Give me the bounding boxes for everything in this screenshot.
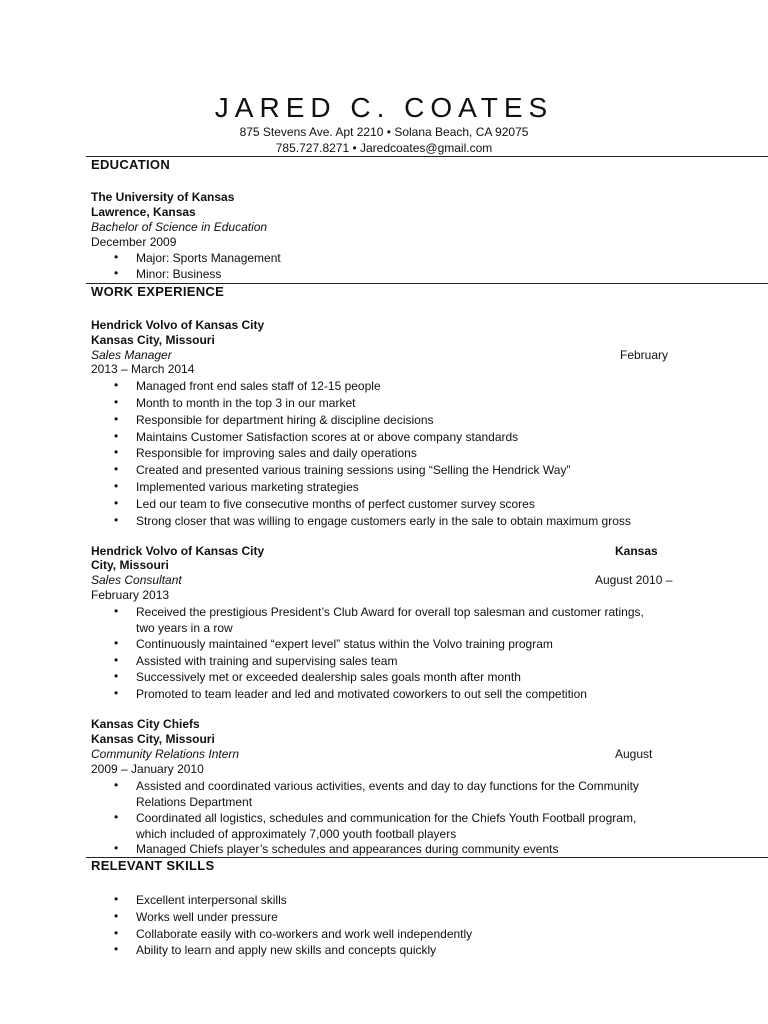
bullet-marker: • — [114, 686, 119, 700]
skill-bullet: Ability to learn and apply new skills and concepts quickly — [136, 943, 437, 957]
job-date-rest: February 2013 — [91, 588, 170, 602]
job-date-rest: 2013 – March 2014 — [91, 362, 195, 376]
job-bullet: Led our team to five consecutive months of perfect customer survey scores — [136, 497, 535, 511]
job-title: Community Relations Intern — [91, 747, 240, 761]
job-bullet: Assisted and coordinated various activities, events and day to day functions for the Community — [136, 779, 639, 793]
job-bullet: Managed front end sales staff of 12-15 people — [136, 379, 381, 393]
job-bullet: Successively met or exceeded dealership sales goals month after month — [136, 670, 521, 684]
skill-bullet: Collaborate easily with co-workers and work well independently — [136, 927, 473, 941]
bullet-marker: • — [114, 250, 119, 264]
job-company: Hendrick Volvo of Kansas City — [91, 318, 265, 332]
job-company: Hendrick Volvo of Kansas City — [91, 544, 265, 558]
job-date-start: August — [615, 747, 653, 761]
job-date-start: February — [620, 348, 669, 362]
education-heading: EDUCATION — [91, 157, 171, 172]
bullet-marker: • — [114, 778, 119, 792]
job-bullet: Responsible for improving sales and daily operations — [136, 446, 417, 460]
education-bullet: Minor: Business — [136, 267, 222, 281]
job-location-rest: City, Missouri — [91, 558, 169, 572]
contact-address: 875 Stevens Ave. Apt 2210 • Solana Beach, CA 92075 — [239, 125, 529, 139]
bullet-marker: • — [114, 496, 119, 510]
bullet-marker: • — [114, 926, 119, 940]
education-school: The University of Kansas — [91, 190, 235, 204]
bullet-marker: • — [114, 462, 119, 476]
job-title: Sales Consultant — [91, 573, 182, 587]
bullet-marker: • — [114, 810, 119, 824]
job-location: Kansas City, Missouri — [91, 732, 215, 746]
job-bullet: Maintains Customer Satisfaction scores at or above company standards — [136, 430, 519, 444]
bullet-marker: • — [114, 429, 119, 443]
job-bullet: Promoted to team leader and led and motivated coworkers to out sell the competition — [136, 687, 587, 701]
job-bullet: Coordinated all logistics, schedules and communication for the Chiefs Youth Football program, — [136, 811, 637, 825]
bullet-marker: • — [114, 942, 119, 956]
job-bullet: Continuously maintained “expert level” status within the Volvo training program — [136, 637, 553, 651]
education-degree: Bachelor of Science in Education — [91, 220, 268, 234]
job-bullet-continued: two years in a row — [136, 621, 233, 635]
job-bullet: Responsible for department hiring & discipline decisions — [136, 413, 434, 427]
bullet-marker: • — [114, 841, 119, 855]
job-bullet-continued: Relations Department — [136, 795, 253, 809]
job-date-start: August 2010 – — [595, 573, 673, 587]
education-location: Lawrence, Kansas — [91, 205, 196, 219]
bullet-marker: • — [114, 513, 119, 527]
job-date-rest: 2009 – January 2010 — [91, 762, 204, 776]
skills-heading: RELEVANT SKILLS — [91, 858, 215, 873]
bullet-marker: • — [114, 445, 119, 459]
bullet-marker: • — [114, 892, 119, 906]
education-date: December 2009 — [91, 235, 177, 249]
skill-bullet: Works well under pressure — [136, 910, 278, 924]
job-bullet: Received the prestigious President’s Club Award for overall top salesman and customer ratings, — [136, 605, 644, 619]
job-bullet: Strong closer that was willing to engage customers early in the sale to obtain maximum gross — [136, 514, 631, 528]
work-heading: WORK EXPERIENCE — [91, 284, 225, 299]
bullet-marker: • — [114, 412, 119, 426]
section-divider — [86, 156, 768, 157]
job-bullet: Assisted with training and supervising sales team — [136, 654, 398, 668]
candidate-name: JARED C. COATES — [214, 92, 554, 123]
job-location: Kansas City, Missouri — [91, 333, 215, 347]
job-company: Kansas City Chiefs — [91, 717, 200, 731]
job-bullet: Month to month in the top 3 in our market — [136, 396, 356, 410]
contact-phone-email: 785.727.8271 • Jaredcoates@gmail.com — [275, 141, 493, 155]
education-bullet: Major: Sports Management — [136, 251, 281, 265]
job-location-start: Kansas — [615, 544, 658, 558]
bullet-marker: • — [114, 378, 119, 392]
bullet-marker: • — [114, 653, 119, 667]
bullet-marker: • — [114, 909, 119, 923]
bullet-marker: • — [114, 266, 119, 280]
job-bullet: Created and presented various training sessions using “Selling the Hendrick Way” — [136, 463, 571, 477]
bullet-marker: • — [114, 395, 119, 409]
job-title: Sales Manager — [91, 348, 172, 362]
bullet-marker: • — [114, 636, 119, 650]
job-bullet-continued: which included of approximately 7,000 youth football players — [136, 827, 457, 841]
bullet-marker: • — [114, 604, 119, 618]
bullet-marker: • — [114, 669, 119, 683]
job-bullet: Managed Chiefs player’s schedules and appearances during community events — [136, 842, 559, 856]
skill-bullet: Excellent interpersonal skills — [136, 893, 287, 907]
bullet-marker: • — [114, 479, 119, 493]
job-bullet: Implemented various marketing strategies — [136, 480, 359, 494]
